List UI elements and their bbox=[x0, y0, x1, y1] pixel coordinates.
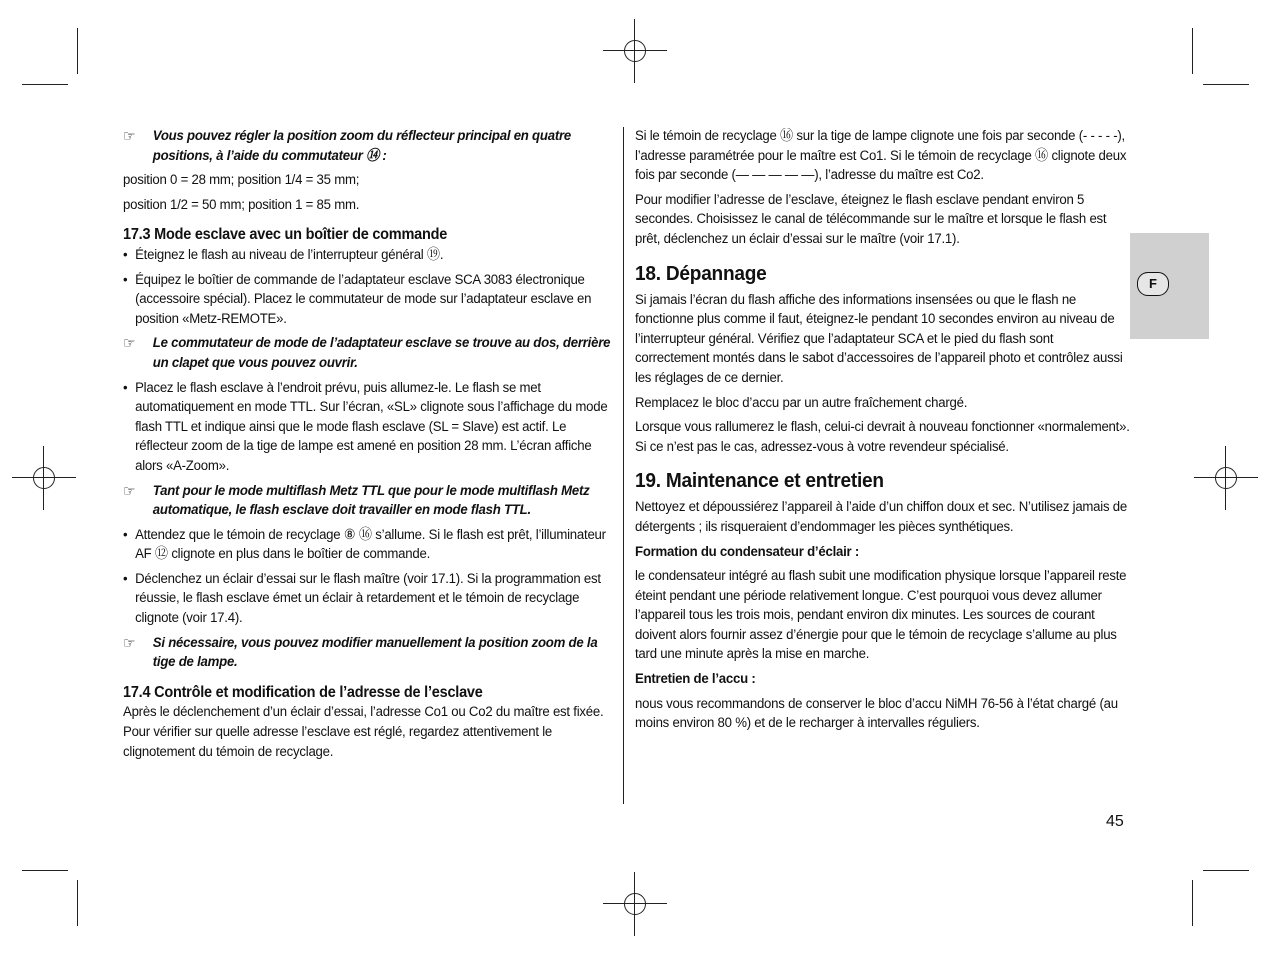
paragraph: Si jamais l’écran du flash affiche des informations insensées ou que le flash ne fonctionne plus comme il faut, éteignez-le pendant 10 secondes environ au niveau de l’interrupteur général. Vérifiez que l’adaptateur SCA et le pied du flash sont correctement montés dans le sabot d’accessoires de l’appareil photo et contrôlez aussi les réglages de ce dernier. bbox=[635, 291, 1123, 386]
registration-mark-top bbox=[603, 19, 667, 83]
crop-mark bbox=[1203, 870, 1249, 871]
registration-mark-right bbox=[1194, 446, 1258, 510]
paragraph: Lorsque vous rallumerez le flash, celui-ci devrait à nouveau fonctionner «normalement». Si ce n’est pas le cas, adressez-vous à votre revendeur spécialisé. bbox=[635, 419, 1130, 455]
paragraph: Remplacez le bloc d’accu par un autre fraîchement chargé. bbox=[635, 394, 968, 411]
paragraph: Après le déclenchement d’un éclair d’essai, l’adresse Co1 ou Co2 du maître est fixée. Pour vérifier sur quelle adresse l’esclave est réglé, regardez attentivement le clignotement du témoin de recyclage. bbox=[123, 704, 604, 760]
note-text: Le commutateur de mode de l’adaptateur esclave se trouve au dos, derrière un clapet que vous pouvez ouvrir. bbox=[152, 335, 611, 371]
bullet: • bbox=[123, 379, 128, 396]
crop-mark bbox=[77, 28, 78, 74]
crop-mark bbox=[77, 880, 78, 926]
list-item: • Équipez le boîtier de commande de l’adaptateur esclave SCA 3083 électronique (accessoire spécial). Placez le commutateur de mode sur l’adaptateur esclave en position «Metz-REMOTE». bbox=[123, 271, 611, 330]
section-heading-17-3: 17.3 Mode esclave avec un boîtier de commande bbox=[123, 226, 448, 244]
crop-mark bbox=[22, 870, 68, 871]
crop-mark bbox=[1192, 880, 1193, 926]
zoom-positions: position 0 = 28 mm; position 1/4 = 35 mm; bbox=[123, 172, 360, 189]
note-text: Si nécessaire, vous pouvez modifier manuellement la position zoom de la tige de lampe. bbox=[152, 634, 598, 671]
list-item: • Déclenchez un éclair d’essai sur le flash maître (voir 17.1). Si la programmation est réussie, le flash esclave émet un éclair à retardement et le témoin de recyclage clignote (voir 17.4). bbox=[123, 570, 611, 629]
left-column bbox=[123, 127, 611, 767]
note bbox=[123, 482, 611, 521]
paragraph: Pour modifier l’adresse de l’esclave, éteignez le flash esclave pendant environ 5 secondes. Choisissez le canal de télécommande sur le maître et lorsque le flash est prêt, déclenchez un éclair d’essai sur le maître (voir 17.1). bbox=[635, 191, 1107, 247]
section-heading-18: 18. Dépannage bbox=[635, 261, 767, 285]
section-heading-17-4: 17.4 Contrôle et modification de l’adresse de l’esclave bbox=[123, 683, 483, 701]
pointing-hand-icon: ☞ bbox=[123, 482, 136, 500]
registration-mark-bottom bbox=[603, 872, 667, 936]
crop-mark bbox=[1192, 28, 1193, 74]
page-number: 45 bbox=[1106, 813, 1124, 830]
registration-mark-left bbox=[12, 446, 76, 510]
pointing-hand-icon: ☞ bbox=[123, 335, 136, 353]
paragraph: Si le témoin de recyclage ⑯ sur la tige de lampe clignote une fois par seconde (- - - - -), l’adresse paramétrée pour le maître est Co1. Si le témoin de recyclage ⑯ clignote deux fois par seconde (— — — — —), l’adresse du maître est Co2. bbox=[635, 128, 1127, 184]
note-text: Tant pour le mode multiflash Metz TTL que pour le mode multiflash Metz automatique, le flash esclave doit travailler en mode flash TTL. bbox=[152, 482, 590, 519]
note bbox=[123, 334, 611, 373]
list-item: • Éteignez le flash au niveau de l’interrupteur général ⑲. bbox=[123, 246, 611, 266]
pointing-hand-icon: ☞ bbox=[123, 128, 136, 145]
note bbox=[123, 127, 611, 166]
bullet: • bbox=[123, 246, 128, 263]
list-item: • Attendez que le témoin de recyclage ⑧ ⑯ s’allume. Si le flash est prêt, l’illuminateur AF ⑫ clignote en plus dans le boîtier de commande. bbox=[123, 526, 611, 565]
subheading: Formation du condensateur d’éclair : bbox=[635, 543, 860, 560]
right-column bbox=[635, 127, 1130, 739]
crop-mark bbox=[22, 84, 68, 85]
note bbox=[123, 634, 611, 673]
paragraph: nous vous recommandons de conserver le bloc d’accu NiMH 76-56 à l’état chargé (au moins environ 80 %) et de le recharger à intervalles réguliers. bbox=[635, 695, 1118, 732]
column-divider bbox=[623, 127, 624, 804]
zoom-positions: position 1/2 = 50 mm; position 1 = 85 mm. bbox=[123, 196, 360, 213]
paragraph: le condensateur intégré au flash subit une modification physique lorsque l’appareil reste éteint pendant une période relativement longue. C’est pourquoi vous devez allumer l’appareil tous les trois mois, pendant environ dix minutes. Les sources de courant doivent alors fournir assez d’énergie pour que le témoin de recyclage s’allume au plus tard une minute après la mise en marche. bbox=[635, 568, 1127, 663]
language-badge: F bbox=[1137, 272, 1169, 296]
subheading: Entretien de l’accu : bbox=[635, 671, 756, 688]
bullet: • bbox=[123, 526, 128, 543]
paragraph: Nettoyez et dépoussiérez l’appareil à l’aide d’un chiffon doux et sec. N’utilisez jamais de détergents ; ils risqueraient d’endommager les pièces synthétiques. bbox=[635, 499, 1128, 535]
note-text: Vous pouvez régler la position zoom du réflecteur principal en quatre positions, à l’aide du commutateur ⑭ : bbox=[152, 128, 571, 164]
bullet: • bbox=[123, 271, 128, 288]
bullet: • bbox=[123, 570, 128, 587]
crop-mark bbox=[1203, 84, 1249, 85]
pointing-hand-icon: ☞ bbox=[123, 634, 136, 652]
list-item: • Placez le flash esclave à l’endroit prévu, puis allumez-le. Le flash se met automatiquement en mode TTL. Sur l’écran, «SL» clignote sous l’affichage du mode flash TTL et indique ainsi que le mode flash esclave (SL = Slave) est actif. Le réflecteur zoom de la tige de lampe est amené en position 28 mm. L’écran affiche alors «A-Zoom». bbox=[123, 379, 611, 477]
section-heading-19: 19. Maintenance et entretien bbox=[635, 469, 884, 493]
